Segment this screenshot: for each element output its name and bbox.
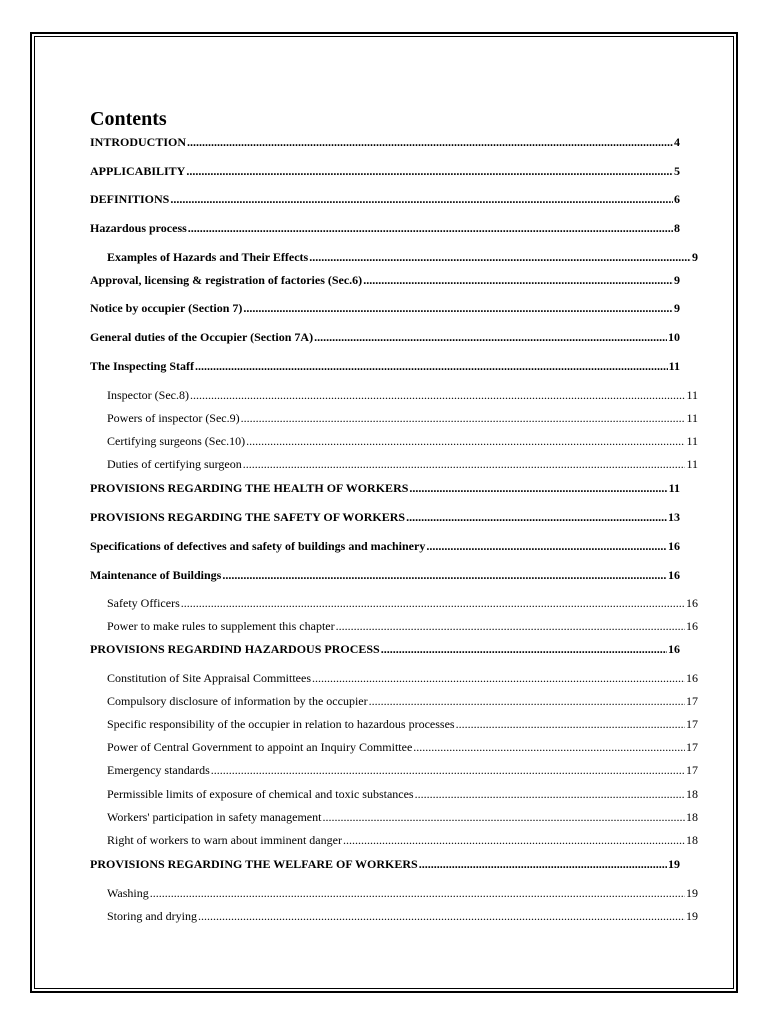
toc-entry-page: 9 bbox=[674, 273, 680, 287]
toc-entry[interactable] bbox=[107, 717, 698, 731]
toc-entry-page: 19 bbox=[686, 909, 698, 923]
toc-entry-label: Maintenance of Buildings bbox=[90, 568, 222, 582]
toc-entry[interactable] bbox=[107, 619, 698, 633]
toc-entry-label: PROVISIONS REGARDING THE HEALTH OF WORKERS bbox=[90, 481, 409, 495]
toc-entry[interactable] bbox=[107, 909, 698, 923]
toc-entry-page: 11 bbox=[668, 359, 680, 373]
toc-entry-label: Specifications of defectives and safety of buildings and machinery bbox=[90, 539, 426, 553]
toc-entry[interactable] bbox=[107, 740, 698, 754]
toc-leader-dots bbox=[343, 833, 685, 847]
toc-entry-page: 16 bbox=[668, 539, 680, 553]
toc-entry[interactable] bbox=[90, 221, 680, 235]
toc-entry-page: 19 bbox=[686, 886, 698, 900]
toc-entry-label: Emergency standards bbox=[107, 763, 210, 777]
toc-leader-dots bbox=[195, 359, 668, 373]
toc-entry-label: Constitution of Site Appraisal Committees bbox=[107, 671, 311, 685]
toc-entry-label: Compulsory disclosure of information by the occupier bbox=[107, 694, 368, 708]
toc-entry-page: 11 bbox=[686, 388, 698, 402]
toc-leader-dots bbox=[381, 642, 667, 656]
toc-entry-page: 16 bbox=[668, 568, 680, 582]
toc-leader-dots bbox=[170, 192, 673, 206]
toc-entry[interactable] bbox=[90, 539, 680, 553]
toc-leader-dots bbox=[409, 481, 667, 495]
toc-entry-page: 18 bbox=[686, 833, 698, 847]
toc-leader-dots bbox=[406, 510, 667, 524]
toc-entry-label: Specific responsibility of the occupier in relation to hazardous processes bbox=[107, 717, 455, 731]
toc-entry-page: 10 bbox=[668, 330, 680, 344]
toc-entry-label: General duties of the Occupier (Section 7A) bbox=[90, 330, 314, 344]
toc-entry[interactable] bbox=[107, 457, 698, 471]
toc-entry-label: Notice by occupier (Section 7) bbox=[90, 301, 243, 315]
toc-entry[interactable] bbox=[107, 694, 698, 708]
toc-entry-page: 8 bbox=[674, 221, 680, 235]
toc-leader-dots bbox=[415, 787, 685, 801]
toc-entry[interactable] bbox=[107, 434, 698, 448]
toc-entry-label: PROVISIONS REGARDING THE WELFARE OF WORKERS bbox=[90, 857, 418, 871]
toc-leader-dots bbox=[426, 539, 667, 553]
toc-entry[interactable] bbox=[107, 596, 698, 610]
toc-entry[interactable] bbox=[90, 359, 680, 373]
toc-entry[interactable] bbox=[90, 510, 680, 524]
toc-leader-dots bbox=[363, 273, 673, 287]
toc-leader-dots bbox=[246, 434, 685, 448]
toc-entry-page: 9 bbox=[692, 250, 698, 264]
toc-entry-label: Permissible limits of exposure of chemical and toxic substances bbox=[107, 787, 414, 801]
toc-entry-label: DEFINITIONS bbox=[90, 192, 170, 206]
toc-entry[interactable] bbox=[107, 388, 698, 402]
toc-leader-dots bbox=[198, 909, 685, 923]
toc-entry-page: 13 bbox=[668, 510, 680, 524]
toc-entry[interactable] bbox=[107, 810, 698, 824]
toc-entry[interactable] bbox=[90, 481, 680, 495]
toc-leader-dots bbox=[322, 810, 685, 824]
toc-entry[interactable] bbox=[90, 330, 680, 344]
toc-entry[interactable] bbox=[90, 164, 680, 178]
toc-entry[interactable] bbox=[107, 886, 698, 900]
toc-entry-label: Right of workers to warn about imminent danger bbox=[107, 833, 342, 847]
toc-entry-label: Approval, licensing & registration of factories (Sec.6) bbox=[90, 273, 363, 287]
toc-entry-label: Inspector (Sec.8) bbox=[107, 388, 189, 402]
toc-entry-page: 16 bbox=[686, 671, 698, 685]
toc-entry-label: Powers of inspector (Sec.9) bbox=[107, 411, 240, 425]
toc-leader-dots bbox=[190, 388, 685, 402]
toc-entry-label: Washing bbox=[107, 886, 149, 900]
toc-entry-page: 16 bbox=[668, 642, 680, 656]
toc-entry-label: APPLICABILITY bbox=[90, 164, 186, 178]
toc-entry[interactable] bbox=[90, 135, 680, 149]
toc-entry-page: 9 bbox=[674, 301, 680, 315]
toc-entry-page: 11 bbox=[686, 411, 698, 425]
toc-entry-page: 19 bbox=[668, 857, 680, 871]
toc-entry[interactable] bbox=[90, 273, 680, 287]
toc-leader-dots bbox=[369, 694, 685, 708]
toc-entry-page: 17 bbox=[686, 740, 698, 754]
toc-entry-label: The Inspecting Staff bbox=[90, 359, 195, 373]
toc-entry-label: INTRODUCTION bbox=[90, 135, 187, 149]
toc-entry-label: Workers' participation in safety management bbox=[107, 810, 322, 824]
toc-entry-label: Safety Officers bbox=[107, 596, 180, 610]
toc-leader-dots bbox=[336, 619, 685, 633]
toc-leader-dots bbox=[312, 671, 685, 685]
toc-leader-dots bbox=[150, 886, 685, 900]
toc-entry[interactable] bbox=[90, 568, 680, 582]
toc-entry-label: PROVISIONS REGARDING THE SAFETY OF WORKERS bbox=[90, 510, 406, 524]
toc-leader-dots bbox=[419, 857, 667, 871]
toc-leader-dots bbox=[456, 717, 685, 731]
toc-entry-label: Duties of certifying surgeon bbox=[107, 457, 242, 471]
toc-entry[interactable] bbox=[107, 671, 698, 685]
toc-entry-page: 11 bbox=[686, 434, 698, 448]
toc-entry-page: 5 bbox=[674, 164, 680, 178]
toc-leader-dots bbox=[222, 568, 667, 582]
toc-leader-dots bbox=[309, 250, 691, 264]
toc-leader-dots bbox=[241, 411, 686, 425]
toc-leader-dots bbox=[181, 596, 685, 610]
toc-entry-page: 17 bbox=[686, 717, 698, 731]
toc-entry[interactable] bbox=[107, 833, 698, 847]
toc-leader-dots bbox=[186, 164, 673, 178]
toc-entry-page: 18 bbox=[686, 810, 698, 824]
toc-entry-page: 17 bbox=[686, 763, 698, 777]
toc-entry[interactable] bbox=[107, 763, 698, 777]
toc-entry-label: Storing and drying bbox=[107, 909, 197, 923]
toc-leader-dots bbox=[188, 221, 673, 235]
toc-leader-dots bbox=[314, 330, 667, 344]
toc-entry[interactable] bbox=[107, 787, 698, 801]
toc-entry-page: 16 bbox=[686, 596, 698, 610]
toc-entry-page: 11 bbox=[686, 457, 698, 471]
toc-entry-page: 11 bbox=[668, 481, 680, 495]
toc-entry-page: 16 bbox=[686, 619, 698, 633]
toc-leader-dots bbox=[187, 135, 673, 149]
contents-title: Contents bbox=[90, 108, 167, 130]
toc-leader-dots bbox=[243, 301, 673, 315]
toc-entry-page: 17 bbox=[686, 694, 698, 708]
toc-entry[interactable] bbox=[90, 642, 680, 656]
toc-entry[interactable] bbox=[90, 857, 680, 871]
toc-entry-label: Power to make rules to supplement this chapter bbox=[107, 619, 335, 633]
toc-entry[interactable] bbox=[90, 301, 680, 315]
toc-entry-page: 6 bbox=[674, 192, 680, 206]
toc-entry-page: 4 bbox=[674, 135, 680, 149]
toc-entry[interactable] bbox=[90, 192, 680, 206]
toc-leader-dots bbox=[413, 740, 685, 754]
toc-leader-dots bbox=[211, 763, 685, 777]
toc-entry-label: Certifying surgeons (Sec.10) bbox=[107, 434, 246, 448]
toc-entry[interactable] bbox=[107, 250, 698, 264]
toc-entry-label: Hazardous process bbox=[90, 221, 187, 235]
toc-entry-label: Examples of Hazards and Their Effects bbox=[107, 250, 309, 264]
toc-entry-label: PROVISIONS REGARDIND HAZARDOUS PROCESS bbox=[90, 642, 380, 656]
toc-leader-dots bbox=[243, 457, 686, 471]
toc-entry-label: Power of Central Government to appoint an Inquiry Committee bbox=[107, 740, 413, 754]
toc-entry-page: 18 bbox=[686, 787, 698, 801]
toc-entry[interactable] bbox=[107, 411, 698, 425]
